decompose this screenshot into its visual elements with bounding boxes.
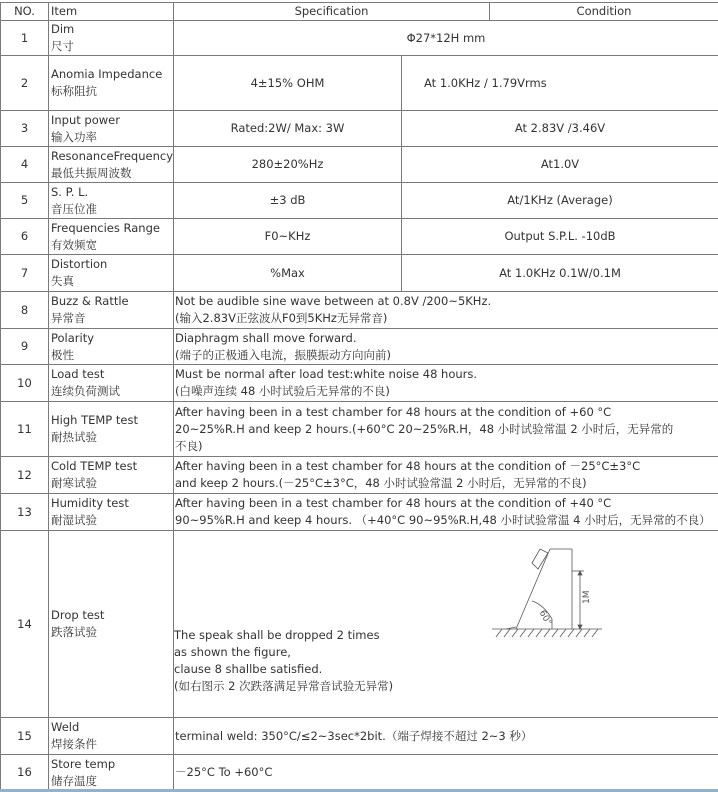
row-spec: terminal weld: 350°C/≤2~3sec*2bit.（端子焊接不超过 2~3 秒） — [174, 718, 718, 755]
item-cn: 尺寸 — [51, 39, 74, 53]
row-spec: ±3 dB — [174, 183, 402, 219]
header-no: NO. — [1, 3, 49, 21]
row-spec: Rated:2W/ Max: 3W — [174, 111, 402, 147]
header-item: Item — [49, 3, 174, 21]
row-item — [49, 183, 174, 219]
spec-table — [0, 2, 718, 791]
item-en: Input power — [51, 112, 120, 127]
drop-test-text — [174, 627, 393, 695]
item-cn: 极性 — [51, 347, 74, 362]
drop-test-content — [174, 531, 718, 716]
table-row — [1, 329, 718, 365]
spec-line: The speak shall be dropped 2 times — [174, 628, 380, 642]
ground-hatch — [496, 629, 598, 637]
row-spec — [174, 292, 718, 329]
table-row — [1, 183, 718, 219]
height-label: 1M — [582, 590, 592, 604]
row-condition: At 2.83V /3.46V — [402, 111, 718, 147]
item-cn: 耐寒试验 — [51, 476, 97, 490]
row-spec — [174, 494, 718, 531]
row-no: 13 — [1, 494, 49, 531]
row-spec: －25°C To +60°C — [174, 755, 718, 791]
row-no: 4 — [1, 147, 49, 183]
item-en: Load test — [51, 367, 105, 381]
drop-test-figure — [492, 541, 602, 641]
spec-line: 90~95%R.H and keep 4 hours. （+40°C 90~95%R.H,48 小时试验常温 4 小时后，无异常的不良） — [175, 513, 711, 527]
row-condition: At 1.0KHz / 1.79Vrms — [402, 56, 718, 111]
item-en: Distortion — [51, 257, 108, 271]
row-no: 8 — [1, 292, 49, 329]
table-row — [1, 457, 718, 494]
item-cn: 耐热试验 — [51, 430, 97, 444]
row-item — [49, 219, 174, 255]
row-item — [49, 147, 174, 183]
row-no: 6 — [1, 219, 49, 255]
item-cn: 输入功率 — [51, 129, 97, 144]
spec-line: 20~25%R.H and keep 2 hours.(+60°C 20~25%R.H，48 小时试验常温 2 小时后，无异常的 — [175, 421, 674, 436]
item-en: Humidity test — [51, 496, 129, 510]
row-spec — [174, 402, 718, 457]
table-row — [1, 255, 718, 292]
row-condition: At 1.0KHz 0.1W/0.1M — [402, 255, 718, 292]
item-en: Drop test — [51, 608, 105, 622]
item-en: Anomia Impedance — [51, 67, 163, 81]
row-spec: Φ27*12H mm — [174, 21, 718, 56]
item-en: Store temp — [51, 756, 116, 771]
row-spec — [174, 531, 718, 718]
header-condition: Condition — [490, 3, 718, 21]
item-en: Weld — [51, 720, 80, 734]
spec-line: After having been in a test chamber for 48 hours at the condition of +60 °C — [175, 404, 612, 419]
item-cn: 跌落试验 — [51, 625, 97, 639]
spec-line: as shown the figure, — [174, 645, 291, 659]
angle-label: 60° — [536, 608, 554, 628]
table-row — [1, 494, 718, 531]
row-item — [49, 755, 174, 791]
table-row — [1, 56, 718, 111]
row-no: 2 — [1, 56, 49, 111]
row-item — [49, 111, 174, 147]
row-item — [49, 457, 174, 494]
item-cn: 标称阻抗 — [51, 84, 97, 98]
item-en: ResonanceFrequency — [51, 148, 174, 163]
row-no: 12 — [1, 457, 49, 494]
row-spec — [174, 457, 718, 494]
spec-line: and keep 2 hours.(－25°C±3°C，48 小时试验常温 2 小时后，无异常的不良) — [175, 476, 587, 490]
row-item — [49, 292, 174, 329]
item-cn: 异常音 — [51, 311, 86, 325]
table-row — [1, 111, 718, 147]
item-cn: 连续负荷测试 — [51, 384, 120, 398]
header-specification: Specification — [174, 3, 490, 21]
spec-line: (白噪声连续 48 小时试验后无异常的不良) — [175, 384, 390, 398]
row-item — [49, 494, 174, 531]
row-item — [49, 255, 174, 292]
spec-line: Must be normal after load test:white noise 48 hours. — [175, 367, 478, 381]
row-no: 15 — [1, 718, 49, 755]
row-no: 1 — [1, 21, 49, 56]
row-spec — [174, 329, 718, 365]
spec-line: Diaphragm shall move forward. — [175, 330, 357, 345]
spec-line: (端子的正极通入电流，振膜振动方向向前) — [175, 347, 391, 362]
item-cn: 焊接条件 — [51, 737, 97, 751]
spec-line: After having been in a test chamber for 48 hours at the condition of －25°C±3°C — [175, 459, 641, 473]
row-no: 16 — [1, 755, 49, 791]
table-header-row — [1, 3, 718, 21]
item-en: Polarity — [51, 330, 95, 345]
table-row — [1, 365, 718, 402]
table-row — [1, 147, 718, 183]
spec-line: After having been in a test chamber for 48 hours at the condition of +40 °C — [175, 496, 612, 510]
item-cn: 最低共振周波数 — [51, 165, 132, 180]
row-spec: F0~KHz — [174, 219, 402, 255]
item-en: Dim — [51, 22, 75, 36]
row-item — [49, 329, 174, 365]
spec-line: 不良) — [175, 438, 203, 453]
item-en: Frequencies Range — [51, 220, 160, 235]
table-row — [1, 292, 718, 329]
item-en: Buzz & Rattle — [51, 294, 129, 308]
item-cn: 储存温度 — [51, 773, 97, 788]
item-en: Cold TEMP test — [51, 459, 138, 473]
item-cn: 耐湿试验 — [51, 513, 97, 527]
table-row — [1, 755, 718, 791]
table-row — [1, 21, 718, 56]
item-cn: 失真 — [51, 274, 74, 288]
spec-line: clause 8 shallbe satisfied. — [174, 662, 323, 676]
spec-line: (输入2.83V正弦波从F0到5KHz无异常音) — [175, 311, 388, 325]
row-spec: 280±20%Hz — [174, 147, 402, 183]
row-condition: At/1KHz (Average) — [402, 183, 718, 219]
row-no: 11 — [1, 402, 49, 457]
row-no: 10 — [1, 365, 49, 402]
row-spec: %Max — [174, 255, 402, 292]
row-no: 5 — [1, 183, 49, 219]
row-no: 14 — [1, 531, 49, 718]
spec-line: (如右图示 2 次跌落满足异常音试验无异常) — [174, 679, 394, 693]
table-row — [1, 718, 718, 755]
row-spec — [174, 365, 718, 402]
table-row — [1, 531, 718, 718]
table-row — [1, 402, 718, 457]
row-spec: 4±15% OHM — [174, 56, 402, 111]
row-no: 9 — [1, 329, 49, 365]
row-condition: At1.0V — [402, 147, 718, 183]
item-en: S. P. L. — [51, 184, 89, 199]
row-item — [49, 402, 174, 457]
row-item — [49, 718, 174, 755]
row-item — [49, 531, 174, 718]
row-item — [49, 365, 174, 402]
row-item — [49, 56, 174, 111]
row-item — [49, 21, 174, 56]
item-cn: 有效频宽 — [51, 237, 97, 252]
spec-line: Not be audible sine wave between at 0.8V /200~5KHz. — [175, 294, 492, 308]
row-no: 3 — [1, 111, 49, 147]
item-cn: 音压位准 — [51, 201, 97, 216]
row-no: 7 — [1, 255, 49, 292]
row-condition: Output S.P.L. -10dB — [402, 219, 718, 255]
item-en: High TEMP test — [51, 413, 138, 427]
table-row — [1, 219, 718, 255]
